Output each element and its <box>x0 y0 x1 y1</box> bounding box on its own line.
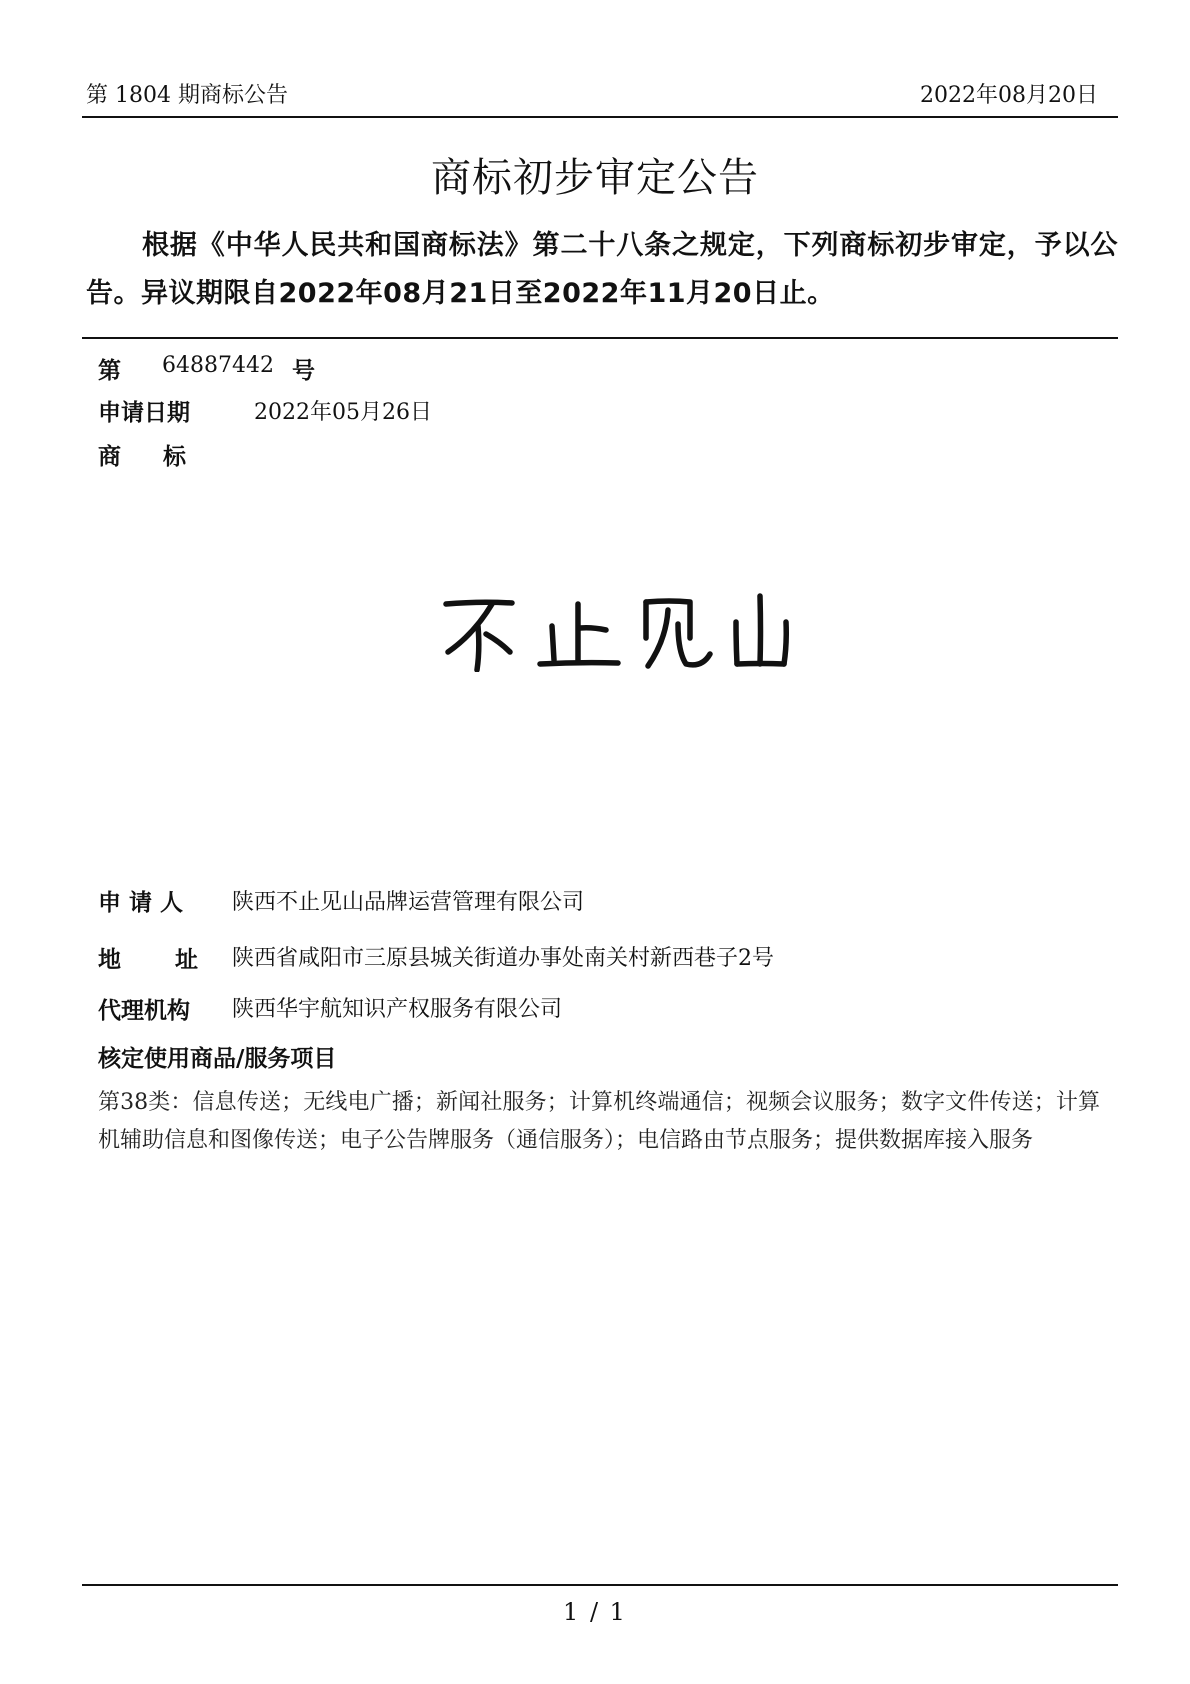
agent-label: 代理机构 <box>98 998 190 1024</box>
header-divider <box>82 116 1118 118</box>
registration-number: 64887442 <box>162 353 274 378</box>
application-date-value: 2022年05月26日 <box>254 400 432 425</box>
trademark-image <box>440 592 800 672</box>
address-label: 地址 <box>98 947 252 973</box>
document-title: 商标初步审定公告 <box>431 155 759 201</box>
registration-label-prefix: 第 <box>98 358 121 384</box>
announcement-intro: 根据《中华人民共和国商标法》第二十八条之规定，下列商标初步审定，予以公告。异议期限自2022年08月21日至2022年11月20日止。 <box>86 230 1118 309</box>
trademark-label: 商标 <box>98 444 228 470</box>
publication-date: 2022年08月20日 <box>920 83 1098 108</box>
footer-divider <box>82 1584 1118 1586</box>
page-number: 1 / 1 <box>563 1598 627 1626</box>
applicant-label: 申请人 <box>98 890 191 916</box>
agent-name: 陕西华宇航知识产权服务有限公司 <box>232 997 563 1022</box>
applicant-name: 陕西不止见山品牌运营管理有限公司 <box>232 890 585 915</box>
issue-number: 第 1804 期商标公告 <box>86 83 288 108</box>
application-date-label: 申请日期 <box>98 400 190 426</box>
applicant-address: 陕西省咸阳市三原县城关街道办事处南关村新西巷子2号 <box>232 946 774 971</box>
section-divider <box>82 337 1118 339</box>
goods-services-label: 核定使用商品/服务项目 <box>98 1046 337 1072</box>
goods-services-list: 第38类：信息传送；无线电广播；新闻社服务；计算机终端通信；视频会议服务；数字文件传送；计算机辅助信息和图像传送；电子公告牌服务（通信服务）；电信路由节点服务；提供数据库接入服务 <box>98 1090 1100 1153</box>
registration-label-suffix: 号 <box>292 358 315 384</box>
